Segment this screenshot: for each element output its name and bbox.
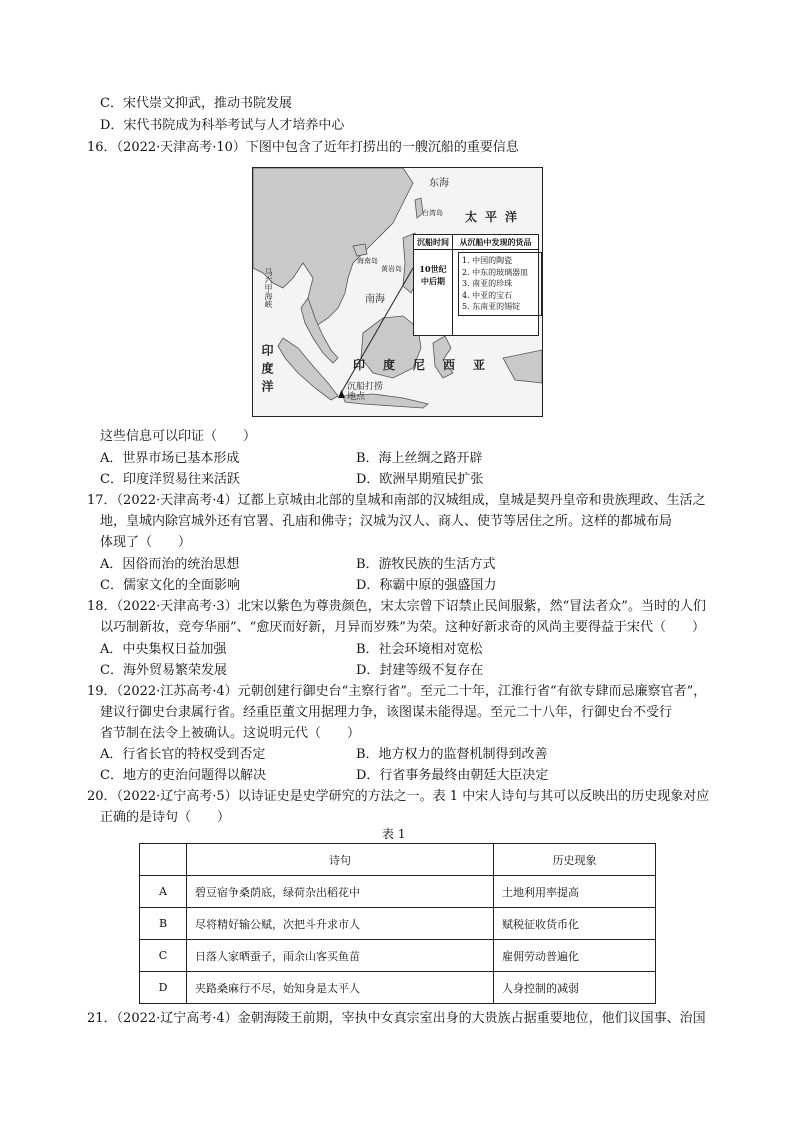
- q17-stem-line-1: 17．（2022·天津高考·4）辽都上京城由北部的皇城和南部的汉城组成，皇城是契丹皇帝和贵族理政、生活之: [87, 493, 706, 508]
- table-row: [140, 876, 656, 908]
- prev-option-c: C．宋代崇文抑武，推动书院发展: [100, 96, 292, 111]
- q19-stem-line-3: 省节制在法令上被确认。这说明元代（ ）: [100, 726, 361, 741]
- table-header-cell: 历史现象: [494, 844, 656, 876]
- table-cell-poem: 夹路桑麻行不尽，始知身是太平人: [187, 972, 494, 1004]
- shipwreck-map: [252, 167, 543, 417]
- q17-stem-line-3: 体现了（ ）: [100, 535, 192, 550]
- poem-history-table: [139, 843, 656, 1004]
- q20-stem-line-1: 20．（2022·辽宁高考·5）以诗证史是史学研究的方法之一。表 1 中宋人诗句与其可以反映出的历史现象对应: [87, 789, 710, 804]
- label-taiwan: 台湾岛: [422, 209, 443, 217]
- option-c[interactable]: C．地方的吏治问题得以解决: [100, 768, 266, 783]
- option-a[interactable]: A．世界市场已基本形成: [100, 451, 240, 466]
- legend-header-goods: 从沉船中发现的货品: [453, 235, 538, 250]
- q18-stem-line-2: 以巧制新妆，竞夸华丽”、“愈厌而好新，月异而岁殊”为荣。这种好新求奇的风尚主要得益于宋代（ ）: [100, 620, 705, 635]
- table-title: 表 1: [382, 827, 406, 841]
- table-cell-phenomenon: 赋税征收货币化: [494, 908, 656, 940]
- table-cell-label: C: [140, 940, 187, 972]
- table-cell-phenomenon: 人身控制的减弱: [494, 972, 656, 1004]
- label-hainan: 海南岛: [357, 257, 378, 265]
- label-huangyan: 黄岩岛: [381, 265, 402, 273]
- table-cell-phenomenon: 雇佣劳动普遍化: [494, 940, 656, 972]
- option-a[interactable]: A．行省长官的特权受到否定: [100, 747, 266, 762]
- table-header-row: [140, 844, 656, 876]
- table-row: [140, 908, 656, 940]
- q19-stem-line-1: 19．（2022·江苏高考·4）元朝创建行御史台“主察行省”。至元二十年，江淮行省“有欲专肆而忌廉察官者”，: [87, 684, 707, 699]
- legend-goods-list: [458, 252, 542, 316]
- table-cell-poem: 日落人家晒蚕子，雨余山客买鱼苗: [187, 940, 494, 972]
- q21-stem-line-1: 21．（2022·辽宁高考·4）金朝海陵王前期，宰执中女真宗室出身的大贵族占据重要地位，他们议国事、治国: [87, 1011, 706, 1026]
- q20-stem-line-2: 正确的是诗句（ ）: [100, 810, 231, 825]
- option-d[interactable]: D．称霸中原的强盛国力: [356, 578, 497, 593]
- q18-stem-line-1: 18．（2022·天津高考·3）北宋以紫色为尊贵颜色，宋太宗曾下诏禁止民间服紫，然“冒法者众”。当时的人们: [87, 599, 706, 614]
- option-c[interactable]: C．海外贸易繁荣发展: [100, 663, 227, 678]
- option-d[interactable]: D．封建等级不复存在: [356, 663, 484, 678]
- table-cell-poem: 尽将精好输公赋，次把斗升求市人: [187, 908, 494, 940]
- table-cell-label: B: [140, 908, 187, 940]
- q17-stem-line-2: 地，皇城内除宫城外还有官署、孔庙和佛寺；汉城为汉人、商人、使节等居住之所。这样的都城布局: [100, 514, 673, 529]
- label-indonesia: 印度尼西亚: [353, 358, 504, 372]
- label-donghai: 东海: [429, 178, 449, 189]
- label-nanhai: 南海: [365, 294, 385, 305]
- table-header-cell: 诗句: [187, 844, 494, 876]
- option-b[interactable]: B．社会环境相对宽松: [356, 642, 483, 657]
- legend-good-item: 5. 东南亚的锡锭: [462, 302, 521, 311]
- option-a[interactable]: A．中央集权日益加强: [100, 642, 227, 657]
- q16-stem: 16．（2022·天津高考·10）下图中包含了近年打捞出的一艘沉船的重要信息: [87, 140, 519, 155]
- option-b[interactable]: B．游牧民族的生活方式: [356, 557, 496, 572]
- shipwreck-legend: [413, 234, 539, 336]
- table-cell-poem: 碧豆宿争桑荫底，绿荷杂出稻花中: [187, 876, 494, 908]
- prev-option-d: D．宋代书院成为科举考试与人才培养中心: [100, 118, 345, 133]
- table-cell-label: D: [140, 972, 187, 1004]
- legend-header-time: 沉船时间: [414, 235, 453, 250]
- option-d[interactable]: D．行省事务最终由朝廷大臣决定: [356, 768, 549, 783]
- legend-good-item: 3. 南亚的珍珠: [462, 279, 513, 288]
- table-row: [140, 940, 656, 972]
- q19-stem-line-2: 建议行御史台隶属行省。经重臣董文用据理力争，该图谋未能得逞。至元二十八年，行御史台不受行: [100, 705, 673, 720]
- option-b[interactable]: B．地方权力的监督机制得到改善: [356, 747, 548, 762]
- label-taipingyang: 太平洋: [465, 210, 526, 224]
- label-salvage: 沉船打捞地点: [347, 382, 384, 402]
- option-c[interactable]: C．印度洋贸易往来活跃: [100, 472, 240, 487]
- option-a[interactable]: A．因俗而治的统治思想: [100, 557, 240, 572]
- label-malacca: 马六甲海峡: [264, 268, 273, 308]
- option-b[interactable]: B．海上丝绸之路开辟: [356, 451, 483, 466]
- q16-question: 这些信息可以印证（ ）: [100, 429, 257, 444]
- table-row: [140, 972, 656, 1004]
- legend-good-item: 2. 中东的玻璃器皿: [462, 267, 529, 277]
- legend-period: 10世纪中后期: [419, 264, 447, 286]
- table-cell-label: A: [140, 876, 187, 908]
- label-yinduyang: 印度洋: [260, 344, 274, 398]
- legend-good-item: 4. 中亚的宝石: [462, 290, 513, 300]
- table-cell-phenomenon: 土地利用率提高: [494, 876, 656, 908]
- option-c[interactable]: C．儒家文化的全面影响: [100, 578, 240, 593]
- option-d[interactable]: D．欧洲早期殖民扩张: [356, 472, 484, 487]
- table-header-cell: [140, 844, 187, 876]
- legend-good-item: 1. 中国的陶瓷: [462, 256, 513, 265]
